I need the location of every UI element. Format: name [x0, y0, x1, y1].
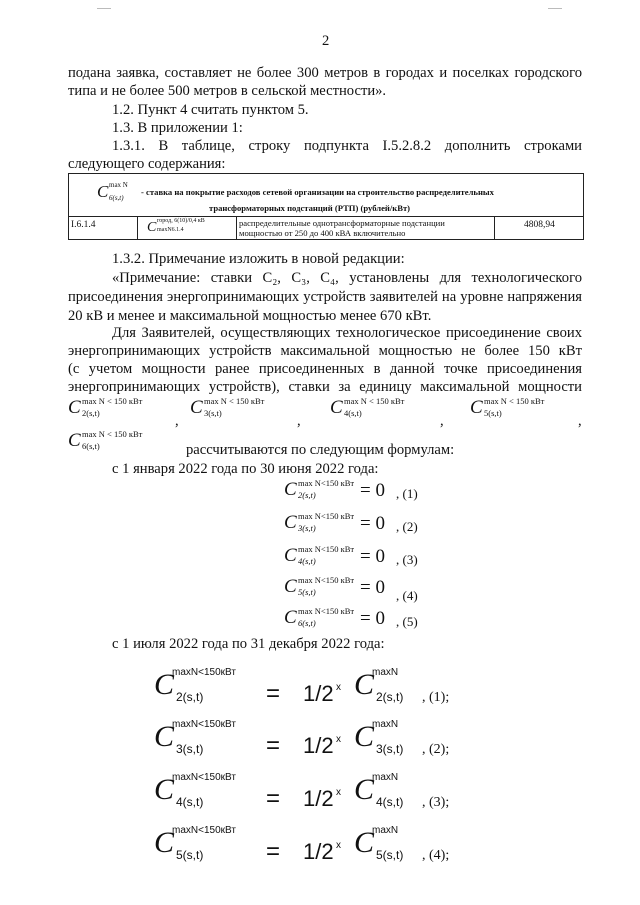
inline-formula-c3: C max N < 150 кВт 3(s,t) [190, 396, 265, 418]
coefficient: 1/2 [303, 839, 334, 864]
formula-row: C max N<150 кВт 3(s,t) = 0 , (2) [284, 511, 418, 534]
paragraph-line: (с учетом мощности ранее присоединенных в данной точке присоединения [68, 361, 582, 377]
item-1-3-1: 1.3.1. В таблице, строку подпункта I.5.2.8.2 дополнить строками [112, 138, 582, 154]
paragraph-line: Для Заявителей, осуществляющих технологическое присоединение своих [112, 325, 582, 341]
inline-formula-c2: C max N < 150 кВт 2(s,t) [68, 396, 143, 418]
page-number: 2 [322, 33, 330, 49]
header-text-1: - ставка на покрытие расходов сетевой организации на строительство распределительных [141, 187, 494, 197]
table-cell-symbol: C город, 6(10)/0,4 кВ maxN6.1.4 [137, 217, 237, 239]
big-formula-lhs: C maxN<150кВт 5(s,t) [154, 825, 236, 862]
note-line: присоединения энергопринимающих устройств заявителей на уровне напряжения [68, 289, 582, 305]
coefficient: 1/2 [303, 681, 334, 706]
scan-mark [548, 8, 562, 9]
big-formula-rhs: C maxN 5(s,t) , (4); [354, 825, 450, 863]
equals-sign: = [266, 732, 281, 759]
calc-text: рассчитываются по следующим формулам: [186, 442, 455, 458]
times-sign: x [336, 787, 341, 798]
paragraph-line: энергопринимающих устройств), ставки за единицу максимальной мощности [68, 379, 582, 395]
rates-table [68, 173, 584, 240]
table-header-row [69, 174, 583, 217]
equals-sign: = [266, 680, 281, 707]
table-cell-code: I.6.1.4 [69, 217, 138, 239]
inline-formula-c5: C max N < 150 кВт 5(s,t) [470, 396, 545, 418]
big-formula-lhs: C maxN<150кВт 4(s,t) [154, 772, 236, 809]
comma: , [440, 413, 444, 429]
item-1-3: 1.3. В приложении 1: [112, 120, 243, 136]
times-sign: x [336, 734, 341, 745]
big-formula-lhs: C maxN<150кВт 2(s,t) [154, 667, 236, 704]
inline-formula-c4: C max N < 150 кВт 4(s,t) [330, 396, 405, 418]
inline-formula-c6: C max N < 150 кВт 6(s,t) [68, 429, 143, 451]
coefficient: 1/2 [303, 733, 334, 758]
table-cell-description: распределительные однотрансформаторные подстанции мощностью от 250 до 400 кВА включительно [236, 217, 495, 239]
coefficient: 1/2 [303, 786, 334, 811]
table-cell-value: 4808,94 [524, 220, 555, 230]
formula-row: C max N<150 кВт 4(s,t) = 0 , (3) [284, 544, 418, 567]
item-1-3-2: 1.3.2. Примечание изложить в новой редакции: [112, 251, 405, 267]
period-2: с 1 июля 2022 года по 31 декабря 2022 года: [112, 636, 385, 652]
formula-row: C max N<150 кВт 2(s,t) = 0 , (1) [284, 478, 418, 501]
equals-sign: = [266, 785, 281, 812]
big-formula-lhs: C maxN<150кВт 3(s,t) [154, 719, 236, 756]
formula-row: C max N<150 кВт 6(s,t) = 0 , (5) [284, 606, 418, 629]
big-formula-rhs: C maxN 2(s,t) , (1); [354, 667, 450, 705]
comma: , [578, 413, 582, 429]
formula-row: C max N<150 кВт 5(s,t) = 0 , (4) [284, 575, 418, 603]
big-formula-rhs: C maxN 3(s,t) , (2); [354, 719, 450, 757]
paragraph-line: подана заявка, составляет не более 300 метров в городах и поселках городского [68, 65, 582, 81]
big-formula-rhs: C maxN 4(s,t) , (3); [354, 772, 450, 810]
times-sign: x [336, 840, 341, 851]
table-row [69, 217, 583, 239]
comma: , [175, 413, 179, 429]
scan-mark [97, 8, 111, 9]
times-sign: x [336, 682, 341, 693]
equals-sign: = [266, 838, 281, 865]
period-1: с 1 января 2022 года по 30 июня 2022 года: [112, 461, 379, 477]
paragraph-line: типа и не более 500 метров в сельской местности». [68, 83, 387, 99]
paragraph-line: энергопринимающих устройств максимальной мощностью не более 150 кВт [68, 343, 582, 359]
note-line: «Примечание: ставки C₂, C₃, C₄, установлены для технологического [112, 270, 582, 286]
item-1-2: 1.2. Пункт 4 считать пунктом 5. [112, 102, 309, 118]
header-formula: C max N 6(s,t) [97, 181, 128, 202]
header-text-2: трансформаторных подстанций (РТП) (рублей/кВт) [209, 203, 411, 213]
comma: , [297, 413, 301, 429]
item-1-3-1-cont: следующего содержания: [68, 156, 226, 172]
note-line: 20 кВ и менее и максимальной мощностью менее 670 кВт. [68, 308, 432, 324]
